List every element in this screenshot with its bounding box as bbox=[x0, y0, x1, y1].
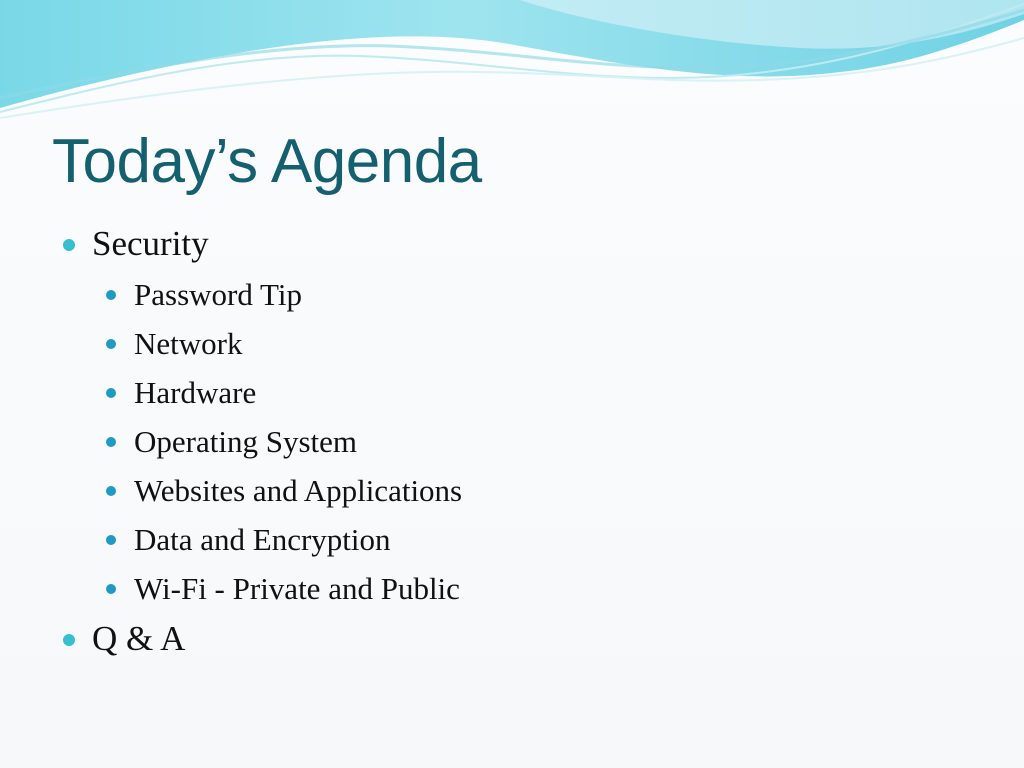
agenda-content bbox=[62, 222, 962, 661]
slide-title: Today’s Agenda bbox=[52, 127, 482, 196]
agenda-item-q-and-a bbox=[62, 617, 962, 661]
subitem-data-encryption bbox=[104, 515, 962, 564]
subitem-operating-system bbox=[104, 417, 962, 466]
subitem-password-tip bbox=[104, 270, 962, 319]
subitem-label: Network bbox=[134, 326, 243, 361]
agenda-item-label: Q & A bbox=[92, 619, 186, 658]
bullet-dot-icon bbox=[106, 339, 116, 349]
bullet-dot-icon bbox=[63, 239, 75, 251]
subitem-label: Operating System bbox=[134, 424, 357, 459]
bullet-dot-icon bbox=[106, 437, 116, 447]
bullet-dot-icon bbox=[106, 486, 116, 496]
subitem-wifi bbox=[104, 564, 962, 613]
bullet-dot-icon bbox=[106, 290, 116, 300]
security-sublist bbox=[104, 270, 962, 613]
subitem-hardware bbox=[104, 368, 962, 417]
subitem-websites-applications bbox=[104, 466, 962, 515]
bullet-dot-icon bbox=[106, 584, 116, 594]
agenda-item-security bbox=[62, 222, 962, 613]
bullet-dot-icon bbox=[106, 388, 116, 398]
bullet-dot-icon bbox=[63, 634, 75, 646]
subitem-label: Wi-Fi - Private and Public bbox=[134, 571, 460, 606]
header-wave-decoration bbox=[0, 0, 1024, 130]
agenda-list bbox=[62, 222, 962, 661]
subitem-label: Data and Encryption bbox=[134, 522, 391, 557]
subitem-label: Password Tip bbox=[134, 277, 302, 312]
bullet-dot-icon bbox=[106, 535, 116, 545]
subitem-network bbox=[104, 319, 962, 368]
agenda-item-label: Security bbox=[92, 224, 209, 263]
subitem-label: Websites and Applications bbox=[134, 473, 463, 508]
subitem-label: Hardware bbox=[134, 375, 257, 410]
